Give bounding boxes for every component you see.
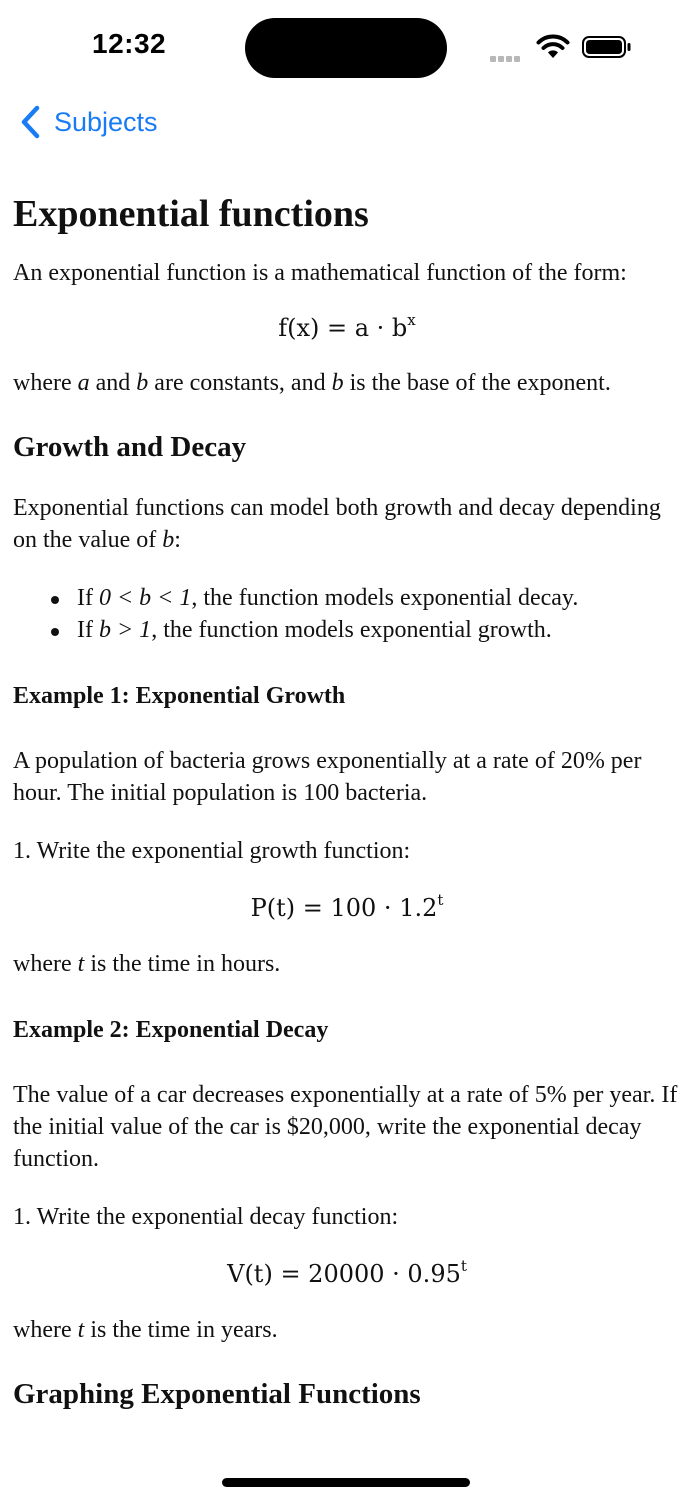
- general-formula: $f(x) = a \cdot b^x$: [278, 311, 416, 342]
- page-title: Exponential functions: [13, 193, 369, 235]
- example-2-formula: $V(t) = 20000 \cdot 0.95^t$: [227, 1257, 467, 1288]
- status-time: 12:32: [92, 28, 167, 59]
- growth-decay-paragraph: Exponential functions can model both growth and decay depending on the value of b:: [13, 495, 661, 553]
- list-item: If b > 1, the function models exponential growth.: [77, 614, 681, 646]
- example-2-where: where t is the time in years.: [13, 1317, 278, 1343]
- intro-paragraph: An exponential function is a mathematical function of the form:: [13, 260, 627, 286]
- example-1-text: A population of bacteria grows exponentially at a rate of 20% per hour. The initial population is 100 bacteria.: [13, 748, 642, 806]
- where-paragraph: where a and b are constants, and b is the base of the exponent.: [13, 370, 611, 396]
- wifi-icon: [536, 34, 570, 60]
- back-label: Subjects: [54, 106, 158, 137]
- list-item: If 0 < b < 1, the function models exponential decay.: [77, 582, 681, 614]
- home-indicator[interactable]: [222, 1478, 470, 1487]
- status-bar: [0, 0, 692, 95]
- example-1-heading: Example 1: Exponential Growth: [13, 683, 346, 709]
- example-1-formula: $P(t) = 100 \cdot 1.2^t$: [250, 891, 444, 922]
- dynamic-island: [245, 18, 447, 78]
- section-heading-graphing: Graphing Exponential Functions: [13, 1378, 421, 1410]
- section-heading-growth-decay: Growth and Decay: [13, 431, 247, 463]
- example-1-where: where t is the time in hours.: [13, 951, 281, 977]
- example-2-step: 1. Write the exponential decay function:: [13, 1204, 399, 1230]
- growth-decay-list: [13, 582, 681, 646]
- battery-icon: [582, 36, 632, 58]
- example-2-heading: Example 2: Exponential Decay: [13, 1017, 329, 1043]
- chevron-left-icon: [18, 104, 44, 140]
- example-2-text: The value of a car decreases exponentially at a rate of 5% per year. If the initial value of the car is $20,000, write the exponential decay function.: [13, 1082, 678, 1172]
- back-button[interactable]: [18, 102, 158, 142]
- article-content: [13, 186, 681, 1412]
- cellular-signal-icon: [490, 49, 522, 67]
- example-1-step: 1. Write the exponential growth function:: [13, 838, 411, 864]
